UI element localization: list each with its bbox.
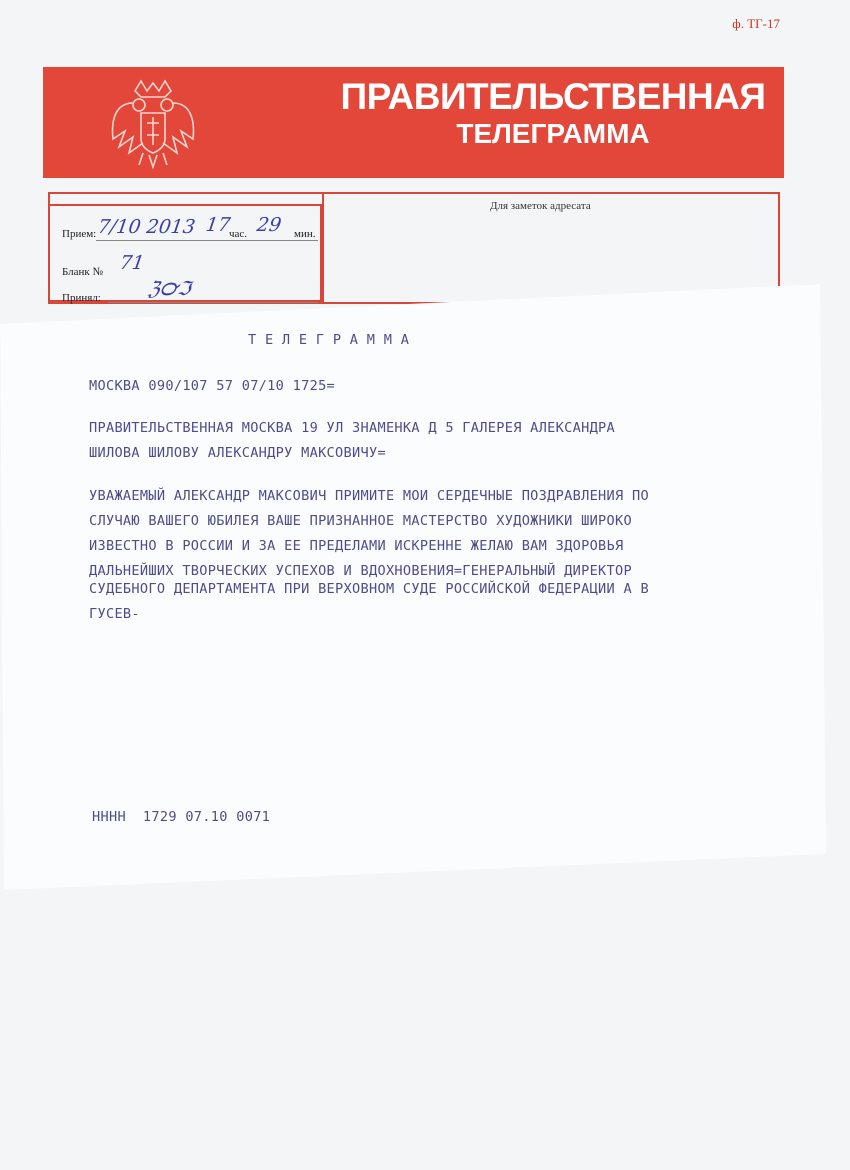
address-line: ШИЛОВА ШИЛОВУ АЛЕКСАНДРУ МАКСОВИЧУ= <box>89 445 386 461</box>
body-line: СЛУЧАЮ ВАШЕГО ЮБИЛЕЯ ВАШЕ ПРИЗНАННОЕ МАСТЕРСТВО ХУДОЖНИКИ ШИРОКО <box>89 513 632 529</box>
accepted-label: Принял: <box>62 292 101 304</box>
body-line: СУДЕБНОГО ДЕПАРТАМЕНТА ПРИ ВЕРХОВНОМ СУДЕ РОССИЙСКОЙ ФЕДЕРАЦИИ А В <box>89 581 649 597</box>
minutes-label: мин. <box>294 228 316 240</box>
telegram-heading: Т Е Л Е Г Р А М М А <box>248 332 410 348</box>
reception-form <box>48 192 780 304</box>
received-minutes: 29 <box>255 214 283 236</box>
header-banner <box>43 67 784 178</box>
coat-of-arms-icon <box>105 73 201 173</box>
body-line: ИЗВЕСТНО В РОССИИ И ЗА ЕЕ ПРЕДЕЛАМИ ИСКРЕННЕ ЖЕЛАЮ ВАМ ЗДОРОВЬЯ <box>89 538 624 554</box>
notes-label: Для заметок адресата <box>490 200 591 212</box>
accepted-underline <box>108 302 318 303</box>
received-hour: 17 <box>204 214 232 236</box>
blank-number: 71 <box>118 252 146 274</box>
received-date: 7/10 2013 <box>96 216 197 238</box>
telegram-footer-line: НННН 1729 07.10 0071 <box>92 809 271 825</box>
telegram-header-line: МОСКВА 090/107 57 07/10 1725= <box>89 378 336 394</box>
blank-label: Бланк № <box>62 266 104 278</box>
body-line: УВАЖАЕМЫЙ АЛЕКСАНДР МАКСОВИЧ ПРИМИТЕ МОИ СЕРДЕЧНЫЕ ПОЗДРАВЛЕНИЯ ПО <box>89 488 649 504</box>
hour-label: час. <box>229 228 248 240</box>
banner-subtitle: ТЕЛЕГРАММА <box>456 118 650 149</box>
form-code: ф. ТГ-17 <box>732 16 780 31</box>
banner-title: ПРАВИТЕЛЬСТВЕННАЯ <box>340 76 766 117</box>
accepted-signature: ℨ℺ℑ <box>146 278 193 300</box>
received-underline <box>96 240 318 241</box>
form-divider <box>322 194 324 304</box>
body-line: ГУСЕВ- <box>89 606 140 622</box>
received-label: Прием: <box>62 228 97 240</box>
address-line: ПРАВИТЕЛЬСТВЕННАЯ МОСКВА 19 УЛ ЗНАМЕНКА Д 5 ГАЛЕРЕЯ АЛЕКСАНДРА <box>89 420 616 436</box>
body-line: ДАЛЬНЕЙШИХ ТВОРЧЕСКИХ УСПЕХОВ И ВДОХНОВЕНИЯ=ГЕНЕРАЛЬНЫЙ ДИРЕКТОР <box>89 563 632 579</box>
